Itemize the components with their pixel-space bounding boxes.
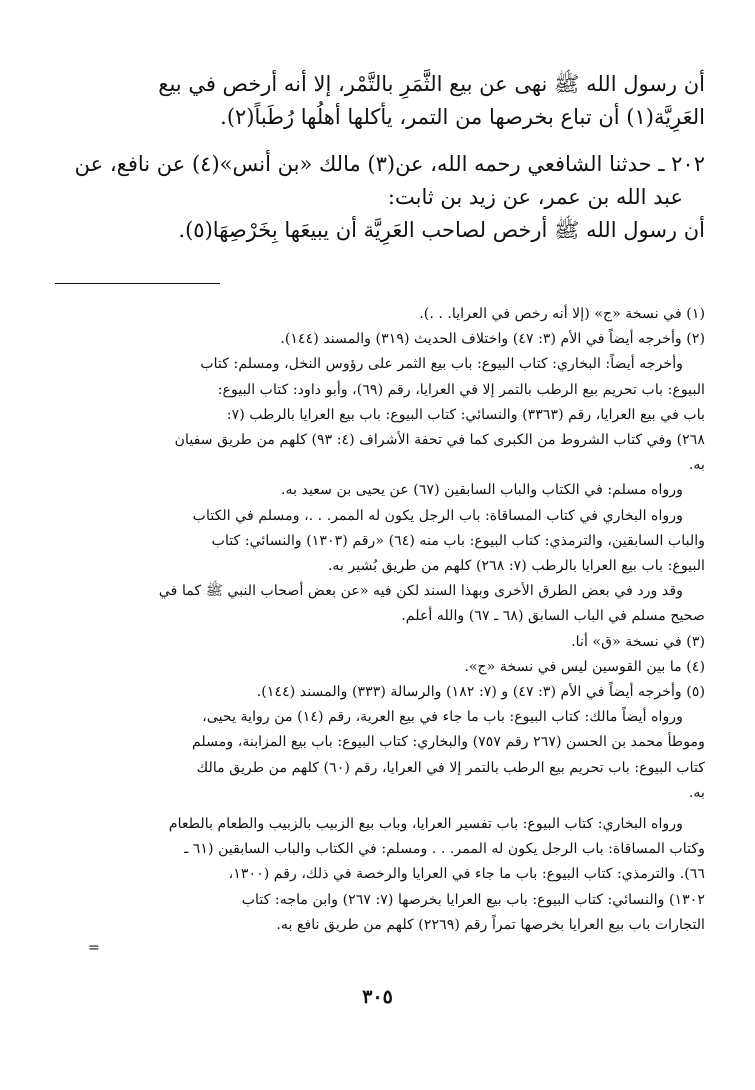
footnote-divider (55, 283, 220, 284)
footnote-line: البيوع: باب بيع العرايا بالرطب (٧: ٢٦٨) كلهم من طريق بُشير به. (327, 558, 705, 575)
footnote-line: وكتاب المساقاة: باب الرجل يكون له الممر. . . ومسلم: في الكتاب والباب السابقين (٦١ ـ (184, 841, 705, 858)
footnote-line: ١٣٠٢) والنسائي: كتاب البيوع: باب بيع العرايا بخرصها (٧: ٢٦٧) وابن ماجه: كتاب (241, 891, 705, 908)
footnote-line: ورواه البخاري: كتاب البيوع: باب تفسير العرايا، وباب بيع الزبيب بالزبيب والطعام بالطعام (168, 816, 683, 833)
book-page (50, 68, 705, 938)
footnote-line: وقد ورد في بعض الطرق الأخرى وبهذا السند لكن فيه «عن بعض أصحاب النبي ﷺ كما في (158, 583, 683, 600)
footnote-line: ٦٦). والترمذي: كتاب البيوع: باب ما جاء في العرايا والرخصة في ذلك، رقم (١٣٠٠، (228, 866, 705, 883)
main-line: عبد الله بن عمر، عن زيد بن ثابت: (387, 185, 683, 209)
footnote-continuation-mark: = (88, 940, 100, 956)
footnote-line: ورواه مسلم: في الكتاب والباب السابقين (٦٧) عن يحيى بن سعيد به. (281, 482, 683, 499)
footnote-line: (٣) في نسخة «ق» أنا. (571, 633, 705, 650)
hadith-202 (50, 148, 705, 247)
footnote-line: ورواه البخاري في كتاب المساقاة: باب الرجل يكون له الممر. . .، ومسلم في الكتاب (192, 507, 683, 524)
footnote-line: ٢٦٨) وفي كتاب الشروط من الكبرى كما في تحفة الأشراف (٤: ٩٣) كلهم من طريق سفيان (174, 432, 705, 449)
main-line: أن رسول الله ﷺ نهى عن بيع الثَّمَرِ بالتَّمْر، إلا أنه أرخص في بيع (158, 72, 705, 96)
footnote-line: صحيح مسلم في الباب السابق (٦٨ ـ ٦٧) والله أعلم. (401, 608, 705, 625)
footnote-line: التجارات باب بيع العرايا بخرصها تمراً رقم (٢٢٦٩) كلهم من طريق نافع به. (276, 916, 705, 933)
footnote-line: (٥) وأخرجه أيضاً في الأم (٣: ٤٧) و (٧: ١٨٢) والرسالة (٣٣٣) والمسند (١٤٤). (256, 684, 705, 701)
footnote-line: كتاب البيوع: باب تحريم بيع الرطب بالتمر إلا في العرايا، رقم (٦٠) كلهم من طريق مالك (196, 759, 705, 776)
footnotes (50, 302, 705, 938)
footnote-line: وموطأ محمد بن الحسن (٢٦٧ رقم ٧٥٧) والبخاري: كتاب البيوع: باب بيع المزابنة، ومسلم (191, 734, 705, 751)
footnote-line: به. (688, 457, 705, 474)
footnote-line: به. (688, 784, 705, 801)
footnote-line: (٢) وأخرجه أيضاً في الأم (٣: ٤٧) واختلاف الحديث (٣١٩) والمسند (١٤٤). (280, 331, 705, 348)
page-number: ٣٠٥ (362, 986, 393, 1008)
main-line: أن رسول الله ﷺ أرخص لصاحب العَرِيَّة أن يبيعَها بِخَرْصِهَا(٥). (178, 218, 705, 242)
hadith-201-continuation (50, 68, 705, 134)
footnote-line: والباب السابقين، والترمذي: كتاب البيوع: باب منه (٦٤) «رقم (١٣٠٣) والنسائي: كتاب (211, 532, 705, 549)
main-line: ٢٠٢ ـ حدثنا الشافعي رحمه الله، عن(٣) مالك «بن أنس»(٤) عن نافع، عن (74, 152, 705, 176)
footnote-line: باب في بيع العرايا، رقم (٣٣٦٣) والنسائي: كتاب البيوع: باب بيع العرايا بالرطب (٧: (226, 406, 705, 423)
footnote-line: ورواه أيضاً مالك: كتاب البيوع: باب ما جاء في بيع العرية، رقم (١٤) من رواية يحيى، (202, 709, 683, 726)
main-text (50, 68, 705, 247)
footnote-line: وأخرجه أيضاً: البخاري: كتاب البيوع: باب بيع الثمر على رؤوس النخل، ومسلم: كتاب (200, 356, 683, 373)
main-line: العَرِيَّة(١) أن تباع بخرصها من التمر، يأكلها أهلُها رُطَباً(٢). (220, 105, 705, 129)
footnote-line: (١) في نسخة «ج» (إلا أنه رخص في العرايا. . .). (419, 306, 705, 322)
footnote-line: البيوع: باب تحريم بيع الرطب بالتمر إلا في العرايا، رقم (٦٩)، وأبو داود: كتاب البيوع: (217, 381, 705, 398)
footnote-line: (٤) ما بين القوسين ليس في نسخة «ج». (464, 658, 705, 675)
